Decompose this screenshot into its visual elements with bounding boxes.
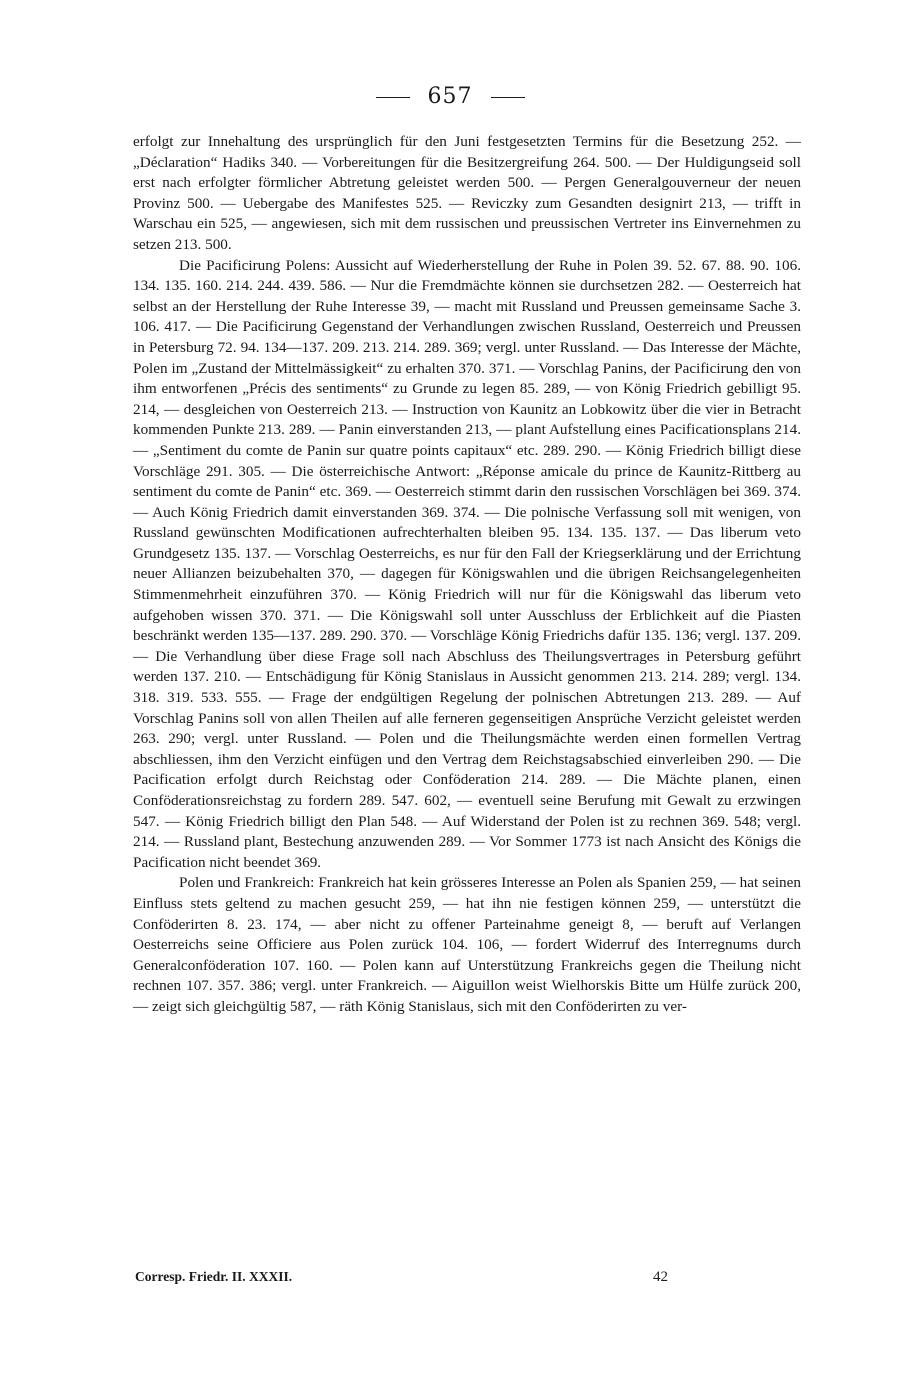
header-rule-left [376, 97, 410, 98]
page-number: 657 [427, 84, 473, 109]
footer-sheet-number: 42 [653, 1269, 668, 1285]
paragraph-polen-und-frankreich: Polen und Frankreich: Frankreich hat kein grösseres Interesse an Polen als Spanien 259, — hat seinen Einfluss stets geltend zu machen gesucht 259, — hat ihn nie festigen können 259, — unterstützt die Conföderirten 8. 23. 174, — aber nicht zu offener Parteinahme geneigt 8, — beruft auf Verlangen Oesterreichs seine Officiere aus Polen zurück 104. 106, — fordert Widerruf des Interregnums durch Generalconföderation 107. 160. — Polen kann auf Unterstützung Frankreichs gegen die Theilung nicht rechnen 107. 357. 386; vergl. unter Frankreich. — Aiguillon weist Wielhorskis Bitte um Hülfe zurück 200, — zeigt sich gleichgültig 587, — räth König Stanislaus, sich mit den Conföderirten zu ver- [133, 874, 801, 1015]
page-body [133, 132, 801, 1018]
footer-signature: Corresp. Friedr. II. XXXII. [135, 1269, 293, 1284]
paragraph-continuation: erfolgt zur Innehaltung des ursprünglich für den Juni festgesetzten Termins für die Besetzung 252. — „Déclaration“ Hadiks 340. — Vorbereitungen für die Besitzergreifung 264. 500. — Der Huldigungseid soll erst nach erfolgter förmlicher Abtretung geleistet werden 500. — Pergen Generalgouverneur der neuen Provinz 500. — Uebergabe des Manifestes 525. — Reviczky zum Gesandten designirt 213, — trifft in Warschau ein 525, — angewiesen, sich mit dem russischen und preussischen Vertreter ins Einvernehmen zu setzen 213. 500. [133, 133, 801, 253]
paragraph-pacificirung-polens: Die Pacificirung Polens: Aussicht auf Wiederherstellung der Ruhe in Polen 39. 52. 67. 88. 90. 106. 134. 135. 160. 214. 244. 439. 586. — Nur die Fremdmächte können sie durchsetzen 282. — Oesterreich hat selbst an der Herstellung der Ruhe Interesse 39, — macht mit Russland und Preussen gemeinsame Sache 3. 106. 417. — Die Pacificirung Gegenstand der Verhandlungen zwischen Russland, Oesterreich und Preussen in Petersburg 72. 94. 134—137. 209. 213. 214. 289. 369; vergl. unter Russland. — Das Interesse der Mächte, Polen im „Zustand der Mittelmässigkeit“ zu erhalten 370. 371. — Vorschlag Panins, der Pacificirung den von ihm entworfenen „Précis des sentiments“ zu Grunde zu legen 85. 289, — von König Friedrich gebilligt 95. 214, — desgleichen von Oesterreich 213. — Instruction von Kaunitz an Lobkowitz über die vier in Betracht kommenden Punkte 213. 289. — Panin einverstanden 213, — plant Aufstellung eines Pacificationsplans 214. — „Sentiment du comte de Panin sur quatre points capitaux“ etc. 289. 290. — König Friedrich billigt diese Vorschläge 291. 305. — Die österreichische Antwort: „Réponse amicale du prince de Kaunitz-Rittberg au sentiment du comte de Panin“ etc. 369. — Oesterreich stimmt darin den russischen Vorschlägen bei 369. 374. — Auch König Friedrich damit einverstanden 369. 374. — Die polnische Verfassung soll mit wenigen, von Russland gewünschten Modificationen aufrechterhalten bleiben 95. 134. 135. 137. — Das liberum veto Grundgesetz 135. 137. — Vorschlag Oesterreichs, es nur für den Fall der Kriegserklärung und der Errichtung neuer Allianzen beizubehalten 370, — dagegen für Königswahlen und die übrigen Reichsangelegenheiten Stimmenmehrheit einzuführen 370. — König Friedrich will nur für die Königswahl das liberum veto aufgehoben wissen 370. 371. — Die Königswahl soll unter Ausschluss der Erblichkeit auf die Piasten beschränkt werden 135—137. 289. 290. 370. — Vorschläge König Friedrichs dafür 135. 136; vergl. 137. 209. — Die Verhandlung über diese Frage soll nach Abschluss des Theilungsvertrages in Petersburg geführt werden 137. 210. — Entschädigung für König Stanislaus in Aussicht genommen 213. 214. 289; vergl. 134. 318. 319. 533. 555. — Frage der endgültigen Regelung der polnischen Abtretungen 213. 289. — Auf Vorschlag Panins soll von allen Theilen auf alle ferneren gegenseitigen Ansprüche Verzicht geleistet werden 263. 290; vergl. unter Russland. — Polen und die Theilungsmächte werden einen formellen Vertrag abschliessen, ihm den Verzicht einfügen und den Vertrag dem Reichstagsabschied einverleiben 290. — Die Pacification erfolgt durch Reichstag oder Conföderation 214. 289. — Die Mächte planen, einen Conföderationsreichstag zu fordern 289. 547. 602, — eventuell seine Berufung mit Gewalt zu erzwingen 547. — König Friedrich billigt den Plan 548. — Auf Widerstand der Polen ist zu rechnen 369. 548; vergl. 214. — Russland plant, Bestechung anzuwenden 289. — Vor Sommer 1773 ist nach Ansicht des Königs die Pacification nicht beendet 369. [133, 256, 801, 871]
page-header [0, 84, 900, 109]
header-rule-right [491, 97, 525, 98]
